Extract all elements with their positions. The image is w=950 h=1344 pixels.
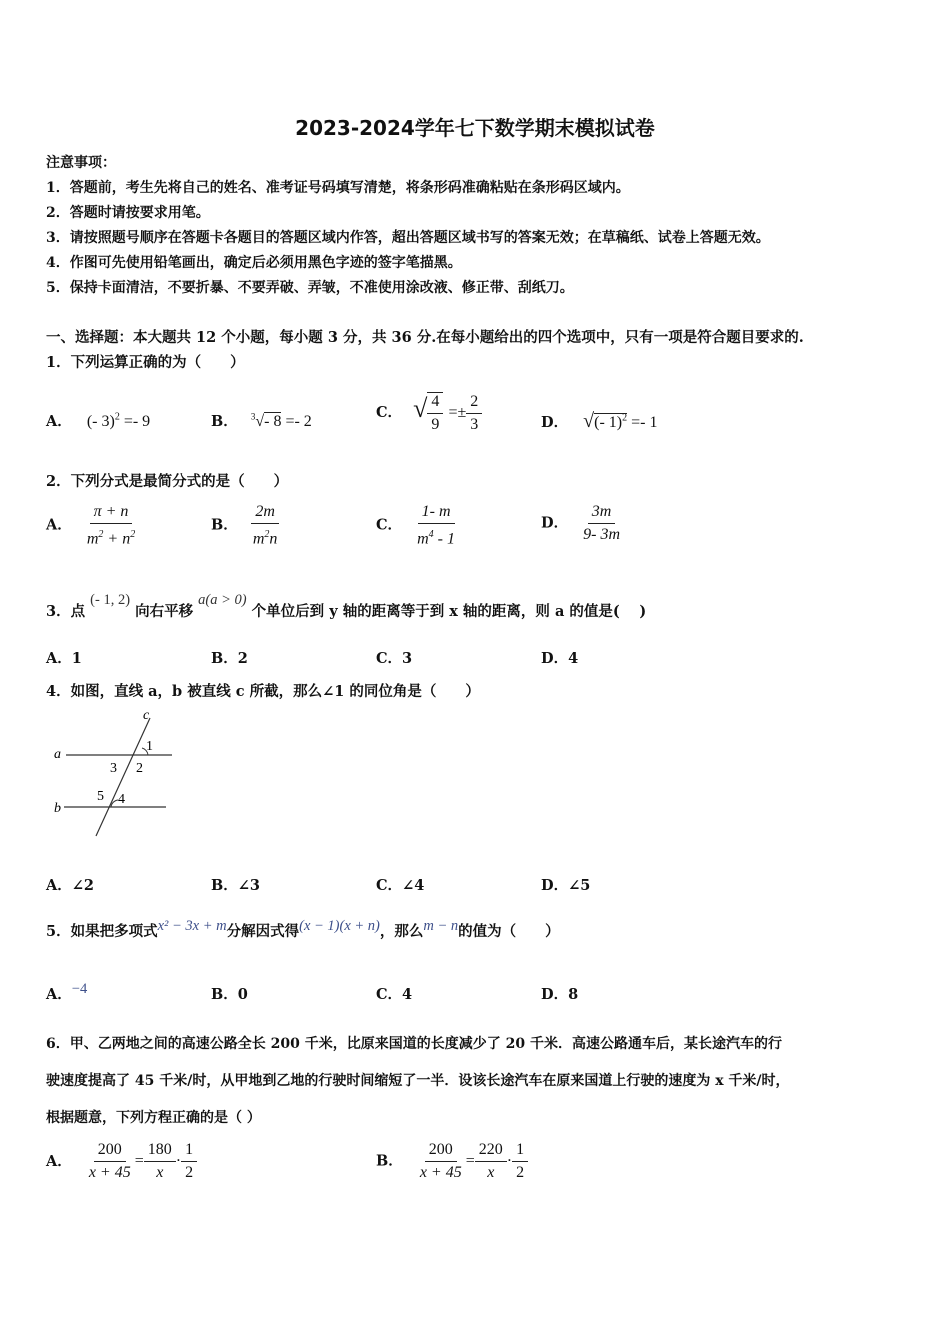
question-6-line: 根据题意，下列方程正确的是（ ） [46,1110,261,1126]
q3-option-b: B．2 [211,650,248,667]
note-item: 4．作图可先使用铅笔画出，确定后必须用黑色字迹的签字笔描黑。 [46,255,462,271]
note-item: 5．保持卡面清洁，不要折暴、不要弄破、弄皱，不准使用涂改液、修正带、刮纸刀。 [46,280,574,296]
q2-option-a: A． $\frac{\pi + n}{m^2 + n^2}$ [46,503,136,548]
note-item: 2．答题时请按要求用笔。 [46,205,210,221]
label-b: b [54,801,61,816]
q4-option-c: C．∠4 [376,877,425,894]
section-heading: 一、选择题：本大题共 12 个小题，每小题 3 分，共 36 分.在每小题给出的四个选项中，只有一项是符合题目要求的. [46,329,804,346]
question-6-line: 6．甲、乙两地之间的高速公路全长 200 千米，比原来国道的长度减少了 20 千米．高速公路通车后，某长途汽车的行 [46,1036,782,1052]
q3-option-c: C．3 [376,650,413,667]
angle-label: 5 [97,789,104,804]
question-4-stem: 4．如图，直线 a，b 被直线 c 所截，那么∠1 的同位角是（ ） [46,683,480,700]
q1-option-b: B． $^3$√- 8 =- 2 [211,411,312,430]
q2-option-b: B． $\frac{2m}{m^2n}$ [211,503,278,548]
label-a: a [54,747,61,762]
q4-figure [50,706,180,838]
q3-option-a: A．1 [46,650,82,667]
q5-option-b: B．0 [211,986,248,1003]
line-c [96,718,150,836]
q2-option-c: C． $\frac{1- m}{m^4 - 1}$ [376,503,455,548]
q1-option-c: C． √ $\frac{4}{9}$ =± $\frac{2}{3}$ [376,392,482,434]
question-5-stem: 5．如果把多项式x² − 3x + m分解因式得(x − 1)(x + n)，那么m − n的值为（ ） [46,918,560,940]
angle-label: 3 [110,761,117,776]
note-item: 1．答题前，考生先将自己的姓名、准考证号码填写清楚，将条形码准确粘贴在条形码区域内。 [46,180,630,196]
question-3-stem: 3．点 (- 1, 2) 向右平移 a(a > 0) 个单位后到 y 轴的距离等于到 x 轴的距离，则 a 的值是( ) [46,592,647,620]
q6-option-a: A． $\frac{200}{x + 45}$ = $\frac{180}{x}$ · $\frac{1}{2}$ [46,1141,197,1182]
q6-option-b: B． $\frac{200}{x + 45}$ = $\frac{220}{x}$ · $\frac{1}{2}$ [376,1141,528,1182]
question-2-stem: 2．下列分式是最简分式的是（ ） [46,473,289,490]
note-item: 3．请按照题号顺序在答题卡各题目的答题区域内作答，超出答题区域书写的答案无效；在草稿纸、试卷上答题无效。 [46,230,770,246]
angle-label: 1 [146,739,153,754]
q4-option-b: B．∠3 [211,877,260,894]
notes-heading: 注意事项： [46,155,116,171]
q3-option-d: D．4 [541,650,579,667]
q5-option-a: A．−4 [46,981,88,1003]
q1-option-a: A． (- 3)$^2$ =- 9 [46,411,151,430]
q1-option-d: D． √(- 1)$^2$ =- 1 [541,410,658,432]
label-c: c [143,708,150,723]
page-title: 2023-2024学年七下数学期末模拟试卷 [295,116,655,140]
q4-option-a: A．∠2 [46,877,94,894]
q5-option-c: C．4 [376,986,413,1003]
angle-label: 2 [136,761,143,776]
question-1-stem: 1．下列运算正确的为（ ） [46,354,245,371]
question-6-line: 驶速度提高了 45 千米/时，从甲地到乙地的行驶时间缩短了一半．设该长途汽车在原来国道上行驶的速度为 x 千米/时， [46,1073,790,1089]
q2-option-d: D． $\frac{3m}{9- 3m}$ [541,503,621,543]
angle-label: 4 [118,792,125,807]
q4-option-d: D．∠5 [541,877,591,894]
q5-option-d: D．8 [541,986,579,1003]
